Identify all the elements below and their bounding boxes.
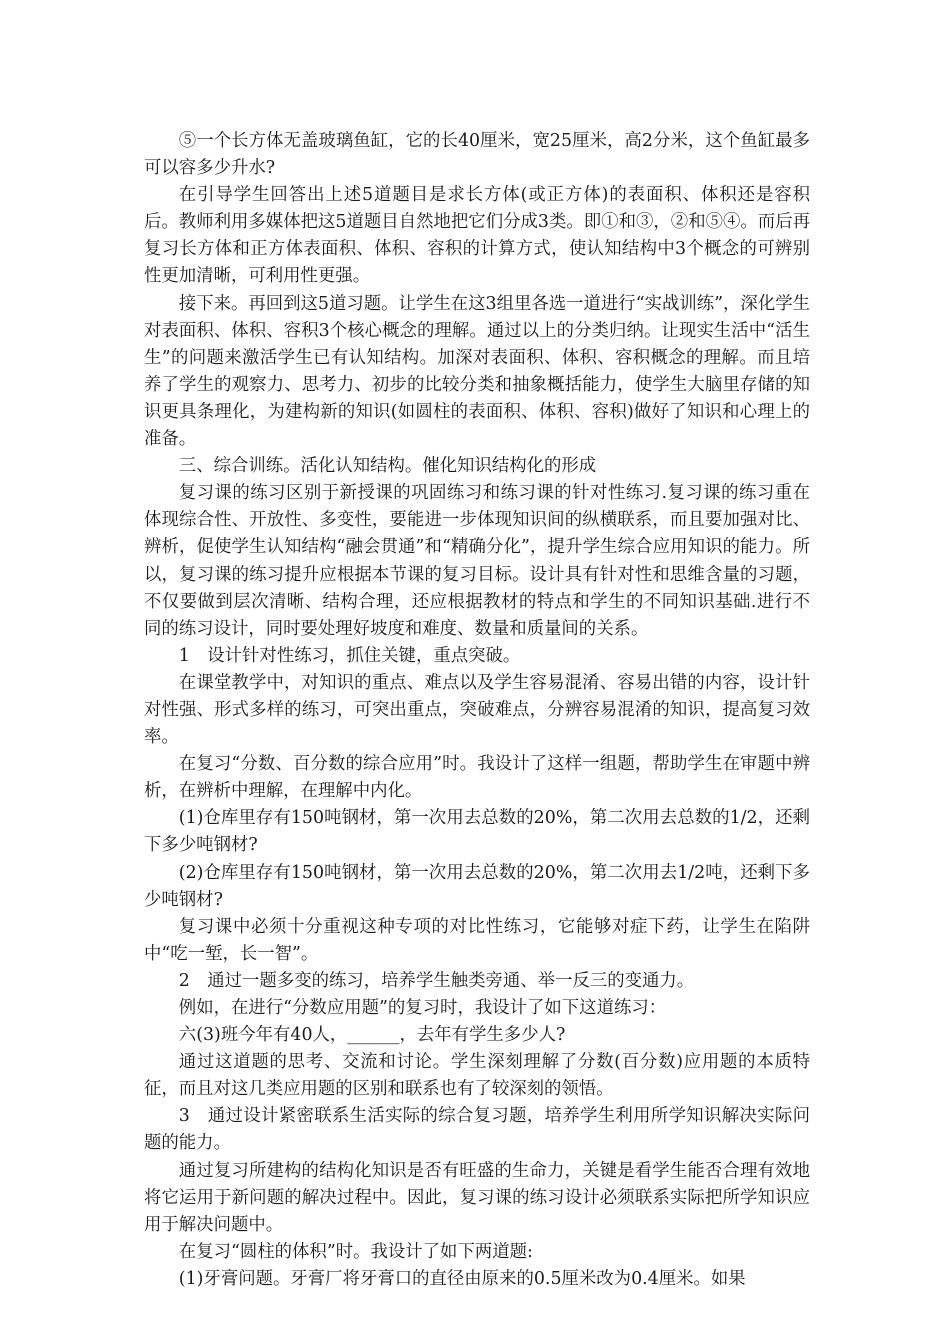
paragraph: 3 通过设计紧密联系生活实际的综合复习题，培养学生利用所学知识解决实际问题的能力。 [144, 1106, 810, 1154]
paragraph: 1 设计针对性练习，抓住关键，重点突破。 [178, 645, 521, 666]
paragraph: (1)牙膏问题。牙膏厂将牙膏口的直径由原来的0.5厘米改为0.4厘米。如果 [178, 1268, 746, 1289]
paragraph: (2)仓库里存有150吨钢材，第一次用去总数的20%，第二次用去1/2吨，还剩下多少吨钢材? [144, 862, 810, 910]
paragraph: 三、综合训练。活化认知结构。催化知识结构化的形成 [178, 456, 597, 477]
paragraph: 复习课中必须十分重视这种专项的对比性练习，它能够对症下药，让学生在陷阱中“吃一堑，长一智”。 [144, 916, 810, 964]
paragraph: 2 通过一题多变的练习，培养学生触类旁通、举一反三的变通力。 [178, 970, 695, 991]
paragraph: 通过这道题的思考、交流和讨论。学生深刻理解了分数(百分数)应用题的本质特征，而且对这几类应用题的区别和联系也有了较深刻的领悟。 [144, 1052, 810, 1100]
paragraph: 在复习“分数、百分数的综合应用”时。我设计了这样一组题，帮助学生在审题中辨析，在辨析中理解，在理解中内化。 [144, 754, 810, 802]
paragraph: (1)仓库里存有150吨钢材，第一次用去总数的20%，第二次用去总数的1/2，还剩下多少吨钢材? [144, 808, 810, 856]
paragraph: 例如，在进行“分数应用题”的复习时，我设计了如下这道练习： [178, 998, 667, 1018]
paragraph: 在课堂教学中，对知识的重点、难点以及学生容易混淆、容易出错的内容，设计针对性强、形式多样的练习，可突出重点，突破难点，分辨容易混淆的知识，提高复习效率。 [144, 672, 810, 748]
paragraph: 复习课的练习区别于新授课的巩固练习和练习课的针对性练习.复习课的练习重在体现综合性、开放性、多变性，要能进一步体现知识间的纵横联系，而且要加强对比、辨析，促使学生认知结构“融会贯通”和“精确分化”，提升学生综合应用知识的能力。所以，复习课的练习提升应根据本节课的复习目标。设计具有针对性和思维含量的习题，不仅要做到层次清晰、结构合理，还应根据教材的特点和学生的不同知识基础.进行不同的练习设计，同时要处理好坡度和难度、数量和质量间的关系。 [144, 483, 810, 639]
paragraph: 接下来。再回到这5道习题。让学生在这3组里各选一道进行“实战训练”，深化学生对表面积、体积、容积3个核心概念的理解。通过以上的分类归纳。让现实生活中“活生生”的问题来激活学生已有认知结构。加深对表面积、体积、容积概念的理解。而且培养了学生的观察力、思考力、初步的比较分类和抽象概括能力，使学生大脑里存储的知识更具条理化，为建构新的知识(如圆柱的表面积、体积、容积)做好了知识和心理上的准备。 [144, 293, 810, 450]
paragraph: 六(3)班今年有40人，______，去年有学生多少人? [178, 1025, 566, 1046]
paragraph: ⑤一个长方体无盖玻璃鱼缸，它的长40厘米，宽25厘米，高2分米，这个鱼缸最多可以容多少升水? [144, 131, 810, 179]
document-body [144, 128, 810, 1293]
paragraph: 通过复习所建构的结构化知识是否有旺盛的生命力，关键是看学生能否合理有效地将它运用于新问题的解决过程中。因此，复习课的练习设计必须联系实际把所学知识应用于解决问题中。 [144, 1160, 810, 1235]
paragraph: 在引导学生回答出上述5道题目是求长方体(或正方体)的表面积、体积还是容积后。教师利用多媒体把这5道题目自然地把它们分成3类。即①和③，②和⑤④。而后再复习长方体和正方体表面积、体积、容积的计算方式，使认知结构中3个概念的可辨别性更加清晰，可利用性更强。 [144, 185, 810, 287]
paragraph: 在复习“圆柱的体积”时。我设计了如下两道题: [178, 1241, 533, 1262]
